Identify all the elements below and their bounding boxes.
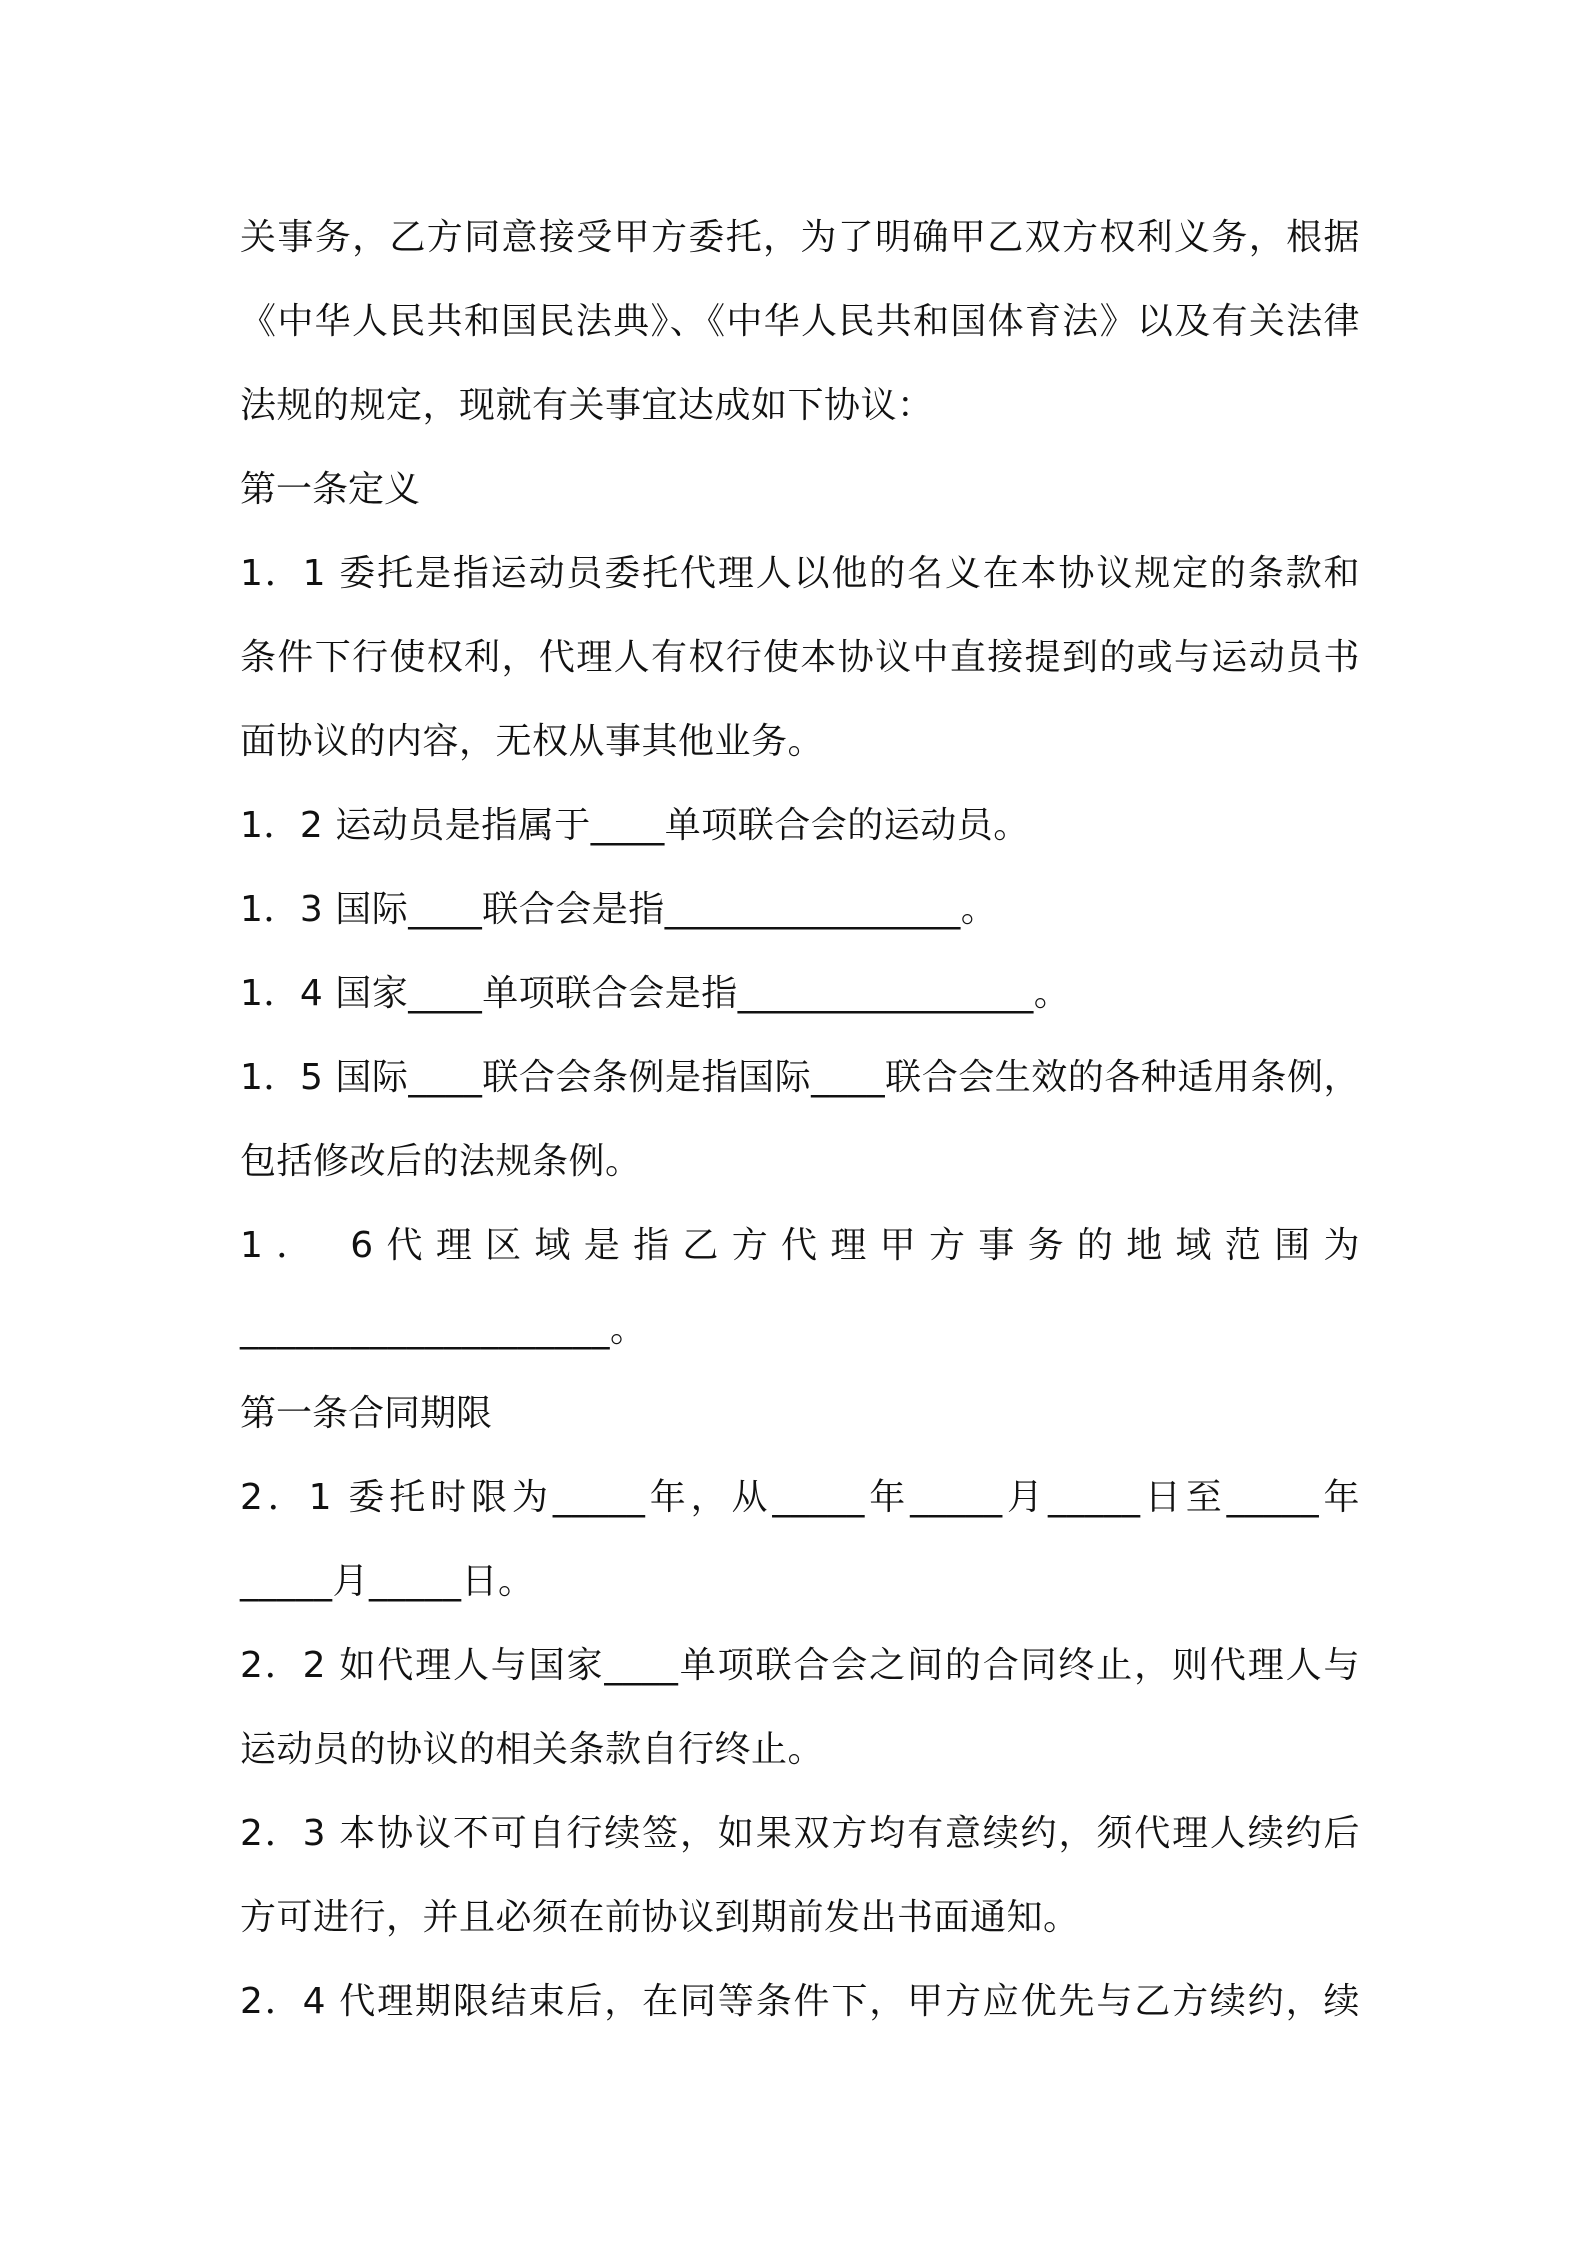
section-heading-definitions: 第一条定义 <box>240 469 421 510</box>
paragraph-line: 关事务，乙方同意接受甲方委托，为了明确甲乙双方权利义务，根据 <box>240 217 1360 258</box>
clause-line: ____________________。 <box>240 1309 647 1350</box>
clause-line: 运动员的协议的相关条款自行终止。 <box>240 1729 825 1770</box>
clause-line: 面协议的内容，无权从事其他业务。 <box>240 721 825 762</box>
clause-line: 1．5 国际____联合会条例是指国际____联合会生效的各种适用条例， <box>240 1057 1360 1098</box>
clause-line: 1．2 运动员是指属于____单项联合会的运动员。 <box>240 805 1030 846</box>
clause-line: 方可进行，并且必须在前协议到期前发出书面通知。 <box>240 1897 1080 1938</box>
clause-line: 1．4 国家____单项联合会是指________________。 <box>240 973 1071 1014</box>
paragraph-line: 法规的规定，现就有关事宜达成如下协议： <box>240 385 934 426</box>
clause-line: 2．1 委托时限为_____年，从_____年_____月_____日至_____年 <box>240 1477 1360 1518</box>
clause-line: 2．4 代理期限结束后，在同等条件下，甲方应优先与乙方续约，续 <box>240 1981 1360 2022</box>
paragraph-line: 《中华人民共和国民法典》、《中华人民共和国体育法》以及有关法律 <box>240 301 1360 342</box>
clause-line: 1．3 国际____联合会是指________________。 <box>240 889 998 930</box>
clause-line: 条件下行使权利，代理人有权行使本协议中直接提到的或与运动员书 <box>240 637 1360 678</box>
clause-line: 1．1 委托是指运动员委托代理人以他的名义在本协议规定的条款和 <box>240 553 1360 594</box>
contract-body <box>240 196 1360 2044</box>
clause-line: 2．2 如代理人与国家____单项联合会之间的合同终止，则代理人与 <box>240 1645 1360 1686</box>
clause-line: 包括修改后的法规条例。 <box>240 1141 642 1182</box>
clause-line: 1． 6代理区域是指乙方代理甲方事务的地域范围为 <box>240 1225 1360 1266</box>
section-heading-term: 第一条合同期限 <box>240 1393 493 1434</box>
clause-line: 2．3 本协议不可自行续签，如果双方均有意续约，须代理人续约后 <box>240 1813 1360 1854</box>
clause-line: _____月_____日。 <box>240 1561 535 1602</box>
